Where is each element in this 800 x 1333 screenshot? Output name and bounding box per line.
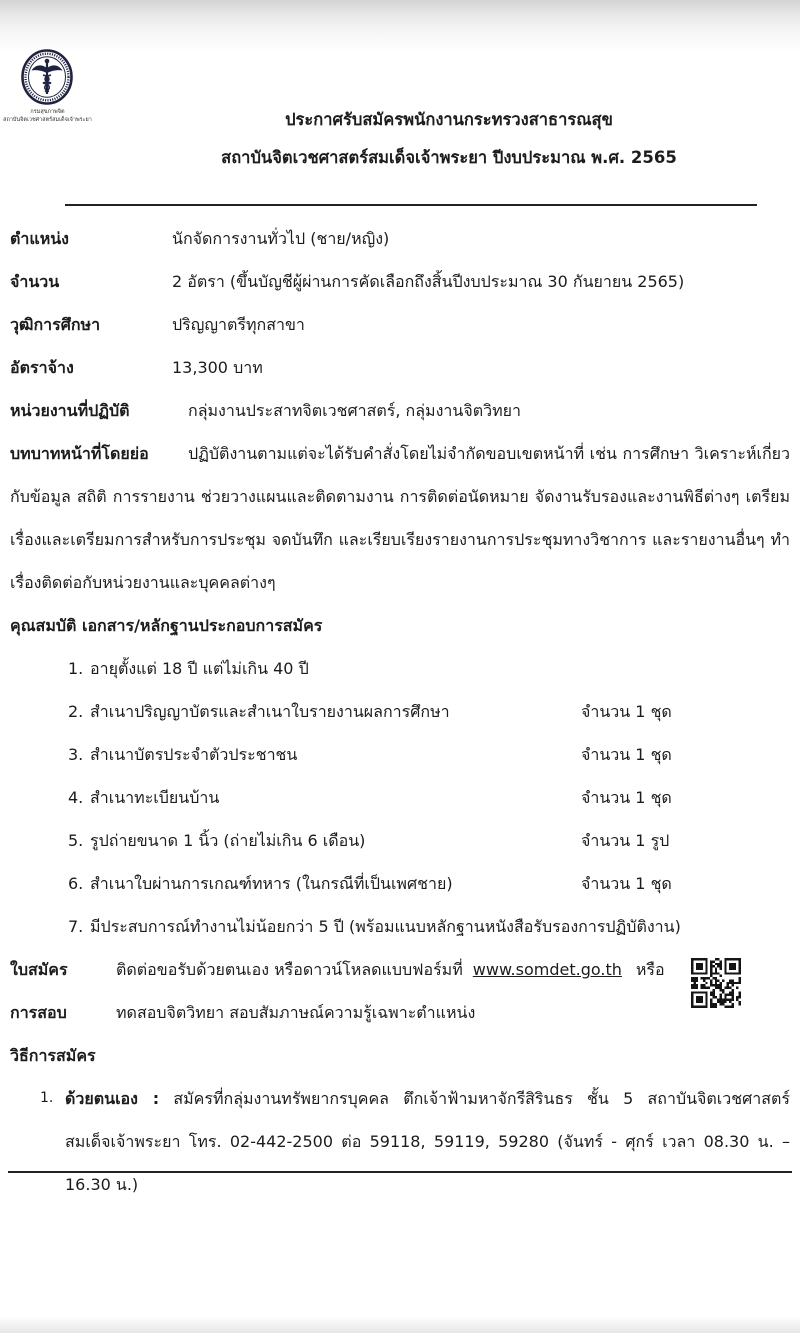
item-text: สำเนาทะเบียนบ้าน — [90, 788, 220, 807]
item-amount: จำนวน 1 ชุด — [581, 702, 672, 721]
item-text: มีประสบการณ์ทำงานไม่น้อยกว่า 5 ปี (พร้อมแนบหลักฐานหนังสือรับรองการปฏิบัติงาน) — [90, 917, 681, 936]
application-form-text: ติดต่อขอรับด้วยตนเอง หรือดาวน์โหลดแบบฟอร์มที่ — [116, 960, 463, 979]
quantity-row — [10, 260, 790, 303]
duties-label: บทบาทหน้าที่โดยย่อ — [10, 444, 149, 463]
qualification-item — [10, 905, 790, 948]
item-text: รูปถ่ายขนาด 1 นิ้ว (ถ่ายไม่เกิน 6 เดือน) — [90, 831, 366, 850]
ministry-seal-icon — [21, 49, 73, 105]
exam-value: ทดสอบจิตวิทยา สอบสัมภาษณ์ความรู้เฉพาะตำแหน่ง — [116, 1003, 476, 1022]
announcement-title — [149, 101, 749, 177]
work-unit-value: กลุ่มงานประสาทจิตเวชศาสตร์, กลุ่มงานจิตวิทยา — [188, 401, 521, 420]
item-amount: จำนวน 1 ชุด — [581, 788, 672, 807]
qualification-item — [10, 862, 790, 905]
item-amount: จำนวน 1 รูป — [581, 831, 670, 850]
item-number: 1. — [68, 659, 84, 678]
item-text: สำเนาปริญญาบัตรและสำเนาใบรายงานผลการศึกษา — [90, 702, 450, 721]
item-text: สำเนาบัตรประจำตัวประชาชน — [90, 745, 298, 764]
title-line-2: สถาบันจิตเวชศาสตร์สมเด็จเจ้าพระยา ปีงบประมาณ พ.ศ. 2565 — [221, 148, 677, 167]
apply-item-number: 1. — [40, 1090, 54, 1106]
exam-row — [10, 991, 790, 1034]
qualification-item — [10, 819, 790, 862]
work-unit-label: หน่วยงานที่ปฏิบัติ — [10, 401, 130, 420]
item-number: 6. — [68, 874, 84, 893]
qr-code-icon — [691, 958, 741, 1008]
item-number: 7. — [68, 917, 84, 936]
duties-value: ปฏิบัติงานตามแต่จะได้รับคำสั่งโดยไม่จำกัดขอบเขตหน้าที่ เช่น การศึกษา วิเคราะห์เกี่ยวกับข้อมูล สถิติ การรายงาน ช่วยวางแผนและติดตามงาน การติดต่อนัดหมาย จัดงานรับรองและงานพิธีต่างๆ เตรียมเรื่องและเตรียมการสำหรับการประชุม จดบันทึก และเรียบเรียงรายงานการประชุมทางวิชาการ และรายงานอื่นๆ ทำเรื่องติดต่อกับหน่วยงานและบุคคลต่างๆ — [10, 444, 790, 592]
qualification-item — [10, 733, 790, 776]
item-number: 4. — [68, 788, 84, 807]
qualification-item — [10, 647, 790, 690]
qualification-item — [10, 776, 790, 819]
item-number: 2. — [68, 702, 84, 721]
quantity-label: จำนวน — [10, 272, 60, 291]
item-text: อายุตั้งแต่ 18 ปี แต่ไม่เกิน 40 ปี — [90, 659, 309, 678]
apply-method-text: สมัครที่กลุ่มงานทรัพยากรบุคคล ตึกเจ้าฟ้ามหาจักรีสิรินธร ชั้น 5 สถาบันจิตเวชศาสตร์สมเด็จเจ้าพระยา โทร. 02-442-2500 ต่อ 59118, 59119, 59280 (จันทร์ - ศุกร์ เวลา 08.30 น. – 16.30 น.) — [65, 1089, 791, 1194]
announcement-body — [10, 217, 790, 1206]
position-value: นักจัดการงานทั่วไป (ชาย/หญิง) — [172, 229, 390, 248]
website-link[interactable]: www.somdet.go.th — [472, 960, 622, 979]
apply-method-item — [10, 1077, 790, 1206]
work-unit-row — [10, 389, 790, 432]
item-number: 3. — [68, 745, 84, 764]
salary-row — [10, 346, 790, 389]
apply-item-paragraph — [65, 1077, 790, 1206]
position-row — [10, 217, 790, 260]
education-label: วุฒิการศึกษา — [10, 315, 101, 334]
title-line-1: ประกาศรับสมัครพนักงานกระทรวงสาธารณสุข — [285, 110, 613, 129]
footer-divider — [8, 1171, 792, 1173]
seal-caption-line: กรมสุขภาพจิต — [30, 109, 65, 115]
seal-caption — [0, 108, 95, 124]
position-label: ตำแหน่ง — [10, 229, 69, 248]
application-form-suffix: หรือ — [635, 960, 665, 979]
item-text: สำเนาใบผ่านการเกณฑ์ทหาร (ในกรณีที่เป็นเพศชาย) — [90, 874, 453, 893]
exam-label: การสอบ — [10, 1003, 67, 1022]
item-amount: จำนวน 1 ชุด — [581, 745, 672, 764]
apply-method-name: ด้วยตนเอง : — [65, 1089, 160, 1108]
seal-caption-line: สถาบันจิตเวชศาสตร์สมเด็จเจ้าพระยา — [3, 117, 92, 123]
education-row — [10, 303, 790, 346]
qualification-item — [10, 690, 790, 733]
item-number: 5. — [68, 831, 84, 850]
header-divider — [65, 204, 757, 206]
education-value: ปริญญาตรีทุกสาขา — [172, 315, 305, 334]
quantity-value: 2 อัตรา (ขึ้นบัญชีผู้ผ่านการคัดเลือกถึงสิ้นปีงบประมาณ 30 กันยายน 2565) — [172, 272, 685, 291]
item-amount: จำนวน 1 ชุด — [581, 874, 672, 893]
qualifications-heading: คุณสมบัติ เอกสาร/หลักฐานประกอบการสมัคร — [10, 616, 323, 635]
how-to-apply-heading: วิธีการสมัคร — [10, 1046, 96, 1065]
salary-value: 13,300 บาท — [172, 358, 263, 377]
application-form-row — [10, 948, 790, 991]
salary-label: อัตราจ้าง — [10, 358, 74, 377]
duties-paragraph — [10, 432, 790, 604]
application-form-label: ใบสมัคร — [10, 960, 68, 979]
